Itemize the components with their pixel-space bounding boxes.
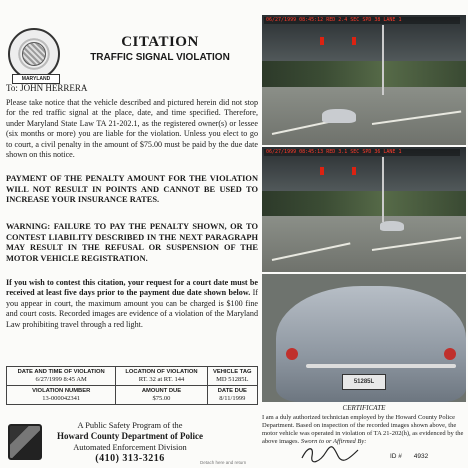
- photo-1-data-stamp: 06/27/1999 08:45:12 RED 2.4 SEC SPD 38 LANE 1: [264, 17, 460, 24]
- agency-footer: [50, 420, 210, 464]
- date-due-label: DATE DUE: [217, 388, 247, 394]
- notice-paragraph: Please take notice that the vehicle described and pictured herein did not stop for the red traffic signal at the place, date, and time specified. Therefore, under Maryland State Law TA 21-202.1, as the registered owner(s) or lessee (six months or more) you are liable for the violation. Unless you elect to go to court, a civil penalty in the amount of $75.00 must be paid by the due date shown on this notice.: [6, 98, 258, 160]
- footer-division-line: Automated Enforcement Division: [73, 443, 187, 452]
- intersection-photo-2: [262, 147, 466, 272]
- red-signal-light: [320, 167, 324, 175]
- seal-ribbon: MARYLAND: [12, 74, 60, 84]
- right-tail-light: [444, 348, 456, 360]
- intersection-photo-1: [262, 15, 466, 145]
- signal-pole: [382, 157, 384, 222]
- date-time-label: DATE AND TIME OF VIOLATION: [17, 369, 105, 375]
- certificate-sworn-text: Sworn to or Affirmed By:: [300, 438, 367, 445]
- police-badge-logo: [8, 424, 42, 460]
- certificate-title: CERTIFICATE: [342, 404, 386, 412]
- convertible-car: [380, 221, 404, 231]
- location-cell: [116, 367, 207, 386]
- amount-due-value: $75.00: [152, 395, 171, 402]
- footer-phone: (410) 313-3216: [95, 453, 165, 464]
- contest-deadline-text: If you wish to contest this citation, your request for a court date must be received at least five days prior to the payment due date shown below.: [6, 278, 258, 298]
- citation-title: CITATION: [121, 34, 199, 50]
- detach-line-text: Detach here and return: [200, 460, 247, 465]
- citation-subtitle: TRAFFIC SIGNAL VIOLATION: [90, 52, 230, 63]
- photo-road: [262, 216, 466, 272]
- date-time-value: 6/27/1999 8:45 AM: [35, 376, 87, 383]
- red-signal-light: [352, 37, 356, 45]
- table-row: [7, 386, 258, 405]
- photo-treeline: [262, 191, 466, 219]
- amount-due-cell: [116, 386, 207, 405]
- date-time-cell: [7, 367, 116, 386]
- vehicle-tag-label: VEHICLE TAG: [213, 369, 252, 375]
- technician-id-value: 4932: [413, 453, 429, 460]
- red-signal-light: [320, 37, 324, 45]
- convertible-car: [322, 109, 356, 123]
- recipient-line: To: JOHN HERRERA: [6, 83, 88, 93]
- technician-signature: [300, 444, 360, 464]
- vehicle-tag-cell: [207, 367, 257, 386]
- location-value: RT. 32 at RT. 144: [138, 376, 185, 383]
- rear-bumper: [306, 364, 456, 368]
- red-signal-light: [352, 167, 356, 175]
- vehicle-tag-value: MD 51285L: [216, 376, 249, 383]
- amount-due-label: AMOUNT DUE: [141, 388, 182, 394]
- certificate-body: I am a duly authorized technician employed by the Howard County Police Department. Based on inspection of the recorded images shown above, the motor vehicle was operated in violation of TA 21-202(h), as evidenced by the above images.: [262, 414, 464, 445]
- photo-treeline: [262, 61, 466, 90]
- violation-number-value: 13-000042341: [42, 395, 81, 402]
- violation-number-cell: [7, 386, 116, 405]
- license-plate: 51285L: [342, 374, 386, 390]
- rear-of-car: [276, 286, 466, 402]
- technician-id: [390, 453, 428, 460]
- technician-id-label: ID #: [390, 453, 402, 460]
- date-due-cell: [207, 386, 257, 405]
- footer-department-line: Howard County Department of Police: [57, 431, 203, 441]
- photo-2-data-stamp: 06/27/1999 08:45:13 RED 3.1 SEC SPD 36 LANE 1: [264, 149, 460, 156]
- howard-county-seal: [8, 28, 60, 80]
- left-tail-light: [286, 348, 298, 360]
- contest-paragraph: [6, 278, 258, 330]
- footer-program-line: A Public Safety Program of the: [77, 421, 183, 430]
- date-due-value: 8/11/1999: [219, 395, 246, 402]
- seal-emblem: [22, 42, 46, 66]
- warning-paragraph: WARNING: FAILURE TO PAY THE PENALTY SHOWN, OR TO CONTEST LIABILITY DESCRIBED IN THE NEXT PARAGRAPH MAY RESULT IN THE REFUSAL OR SUSPENSION OF THE MOTOR VEHICLE REGISTRATION.: [6, 222, 258, 263]
- location-label: LOCATION OF VIOLATION: [125, 369, 198, 375]
- signal-pole: [382, 25, 384, 95]
- violation-number-label: VIOLATION NUMBER: [32, 388, 91, 394]
- violation-details-table: [6, 366, 258, 405]
- table-row: [7, 367, 258, 386]
- contest-court-text: If you appear in court, the maximum amount you can be charged is $100 fine and court costs. Recorded images are evidence of a violation of the Maryland Law prohibiting travel through a red light.: [6, 288, 258, 329]
- certificate-statement: [262, 414, 466, 446]
- license-plate-closeup-photo: [262, 274, 466, 402]
- payment-paragraph: PAYMENT OF THE PENALTY AMOUNT FOR THE VIOLATION WILL NOT RESULT IN POINTS AND CANNOT BE USED TO INCREASE YOUR INSURANCE RATES.: [6, 174, 258, 205]
